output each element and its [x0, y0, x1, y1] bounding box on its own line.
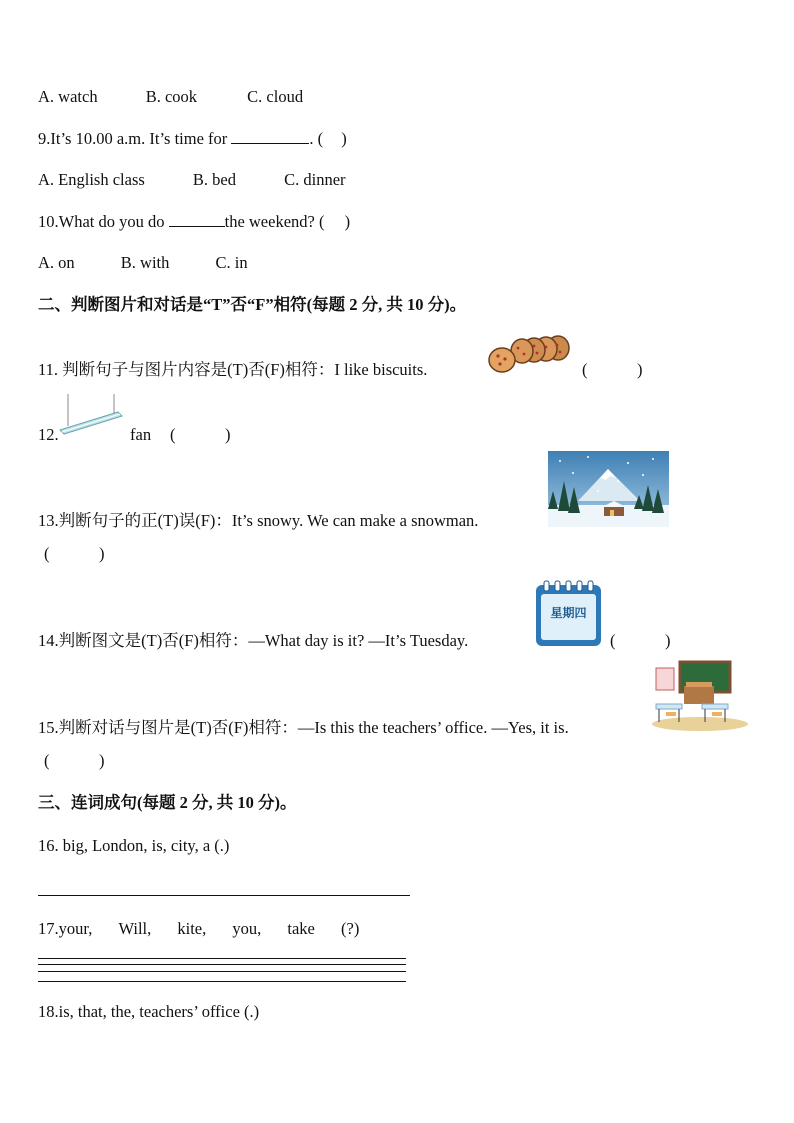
q10-option-c: C. in	[215, 253, 248, 272]
question-11	[38, 360, 427, 380]
question-10	[38, 212, 350, 232]
section-3-title: 三、连词成句(每题 2 分, 共 10 分)。	[38, 793, 297, 812]
q17-answer-line-2[interactable]	[38, 964, 406, 965]
q9-text: It’s 10.00 a.m. It’s time for	[50, 129, 228, 148]
q10-text: What do you do	[58, 212, 165, 231]
q16-answer-line[interactable]	[38, 895, 410, 896]
calendar-image	[535, 580, 602, 647]
q17-word-6: (?)	[341, 919, 360, 938]
q8-option-b: B. cook	[145, 87, 198, 106]
q9-paren-close: )	[341, 129, 347, 148]
q11-text: 11. 判断句子与图片内容是(T)否(F)相符：I like biscuits.	[38, 360, 428, 379]
snow-scene-image	[548, 451, 669, 527]
q17-answer-line-3[interactable]	[38, 971, 406, 972]
question-14: 14.判断图文是(T)否(F)相符：—What day is it? —It’s Tuesday.	[38, 631, 469, 650]
q10-paren-close: )	[344, 212, 351, 231]
q17-answer-line-1[interactable]	[38, 958, 406, 959]
q10-option-b: B. with	[120, 253, 170, 272]
q17-word-3: kite,	[177, 919, 207, 938]
q9-option-c: C. dinner	[284, 170, 346, 189]
q15-answer-paren[interactable]: ( )	[44, 751, 105, 770]
q10-option-a: A. on	[38, 253, 75, 272]
q10-number: 10.	[38, 212, 59, 231]
q8-options	[38, 87, 303, 107]
q12-answer-paren[interactable]: ( )	[170, 425, 231, 444]
q9-number: 9.	[38, 129, 51, 148]
q12-word: fan	[130, 425, 152, 444]
q10-options	[38, 253, 248, 273]
q8-option-c: C. cloud	[247, 87, 304, 106]
q14-answer-paren[interactable]: ( )	[610, 631, 671, 650]
q17-answer-line-4[interactable]	[38, 981, 406, 982]
q17-word-4: you,	[232, 919, 262, 938]
q17-word-1: 17.your,	[38, 919, 93, 938]
question-17	[38, 919, 359, 939]
teachers-office-image	[650, 660, 750, 732]
q17-word-2: Will,	[118, 919, 152, 938]
q17-word-5: take	[287, 919, 315, 938]
question-13: 13.判断句子的正(T)误(F)：It’s snowy. We can make a snowman.	[38, 511, 479, 530]
q8-option-a: A. watch	[38, 87, 98, 106]
q11-answer-paren[interactable]: ( )	[582, 360, 643, 379]
q9-text-after: . (	[309, 129, 324, 148]
question-15: 15.判断对话与图片是(T)否(F)相符：—Is this the teachers’ office. —Yes, it is.	[38, 718, 569, 737]
question-16: 16. big, London, is, city, a (.)	[38, 836, 230, 855]
q9-option-b: B. bed	[192, 170, 237, 189]
question-12-number: 12.	[38, 425, 59, 444]
calendar-label: 星期四	[550, 606, 587, 620]
biscuits-image	[488, 334, 573, 376]
q10-text-after: the weekend? (	[224, 212, 325, 231]
section-2-title: 二、判断图片和对话是“T”否“F”相符(每题 2 分, 共 10 分)。	[38, 295, 467, 314]
q9-options	[38, 170, 346, 190]
q13-answer-paren[interactable]: ( )	[44, 544, 105, 563]
question-9	[38, 129, 347, 149]
q10-blank	[169, 212, 225, 227]
fan-image	[58, 392, 124, 440]
q9-blank	[231, 129, 309, 144]
question-18: 18.is, that, the, teachers’ office (.)	[38, 1002, 260, 1021]
q9-option-a: A. English class	[38, 170, 145, 189]
